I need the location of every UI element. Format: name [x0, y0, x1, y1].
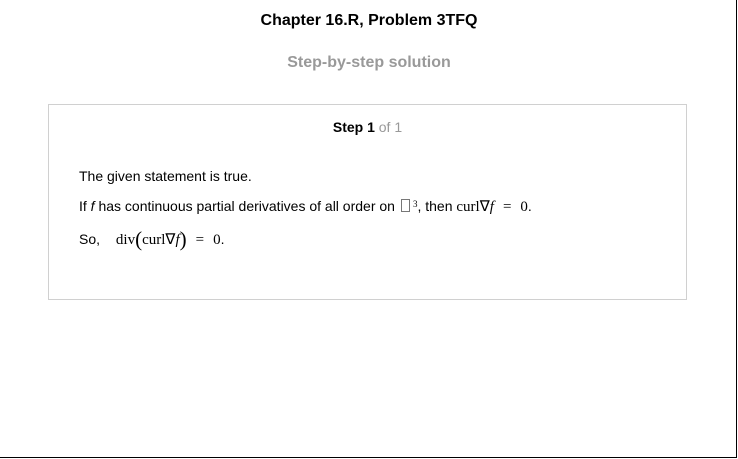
period: .: [527, 198, 532, 214]
solution-box: [48, 104, 687, 300]
then-text: , then: [417, 198, 453, 214]
so-text: So,: [79, 231, 101, 247]
period: .: [220, 231, 225, 247]
exponent: 3: [412, 199, 418, 209]
close-paren: ): [179, 227, 187, 251]
if-text: If: [79, 198, 87, 214]
conclusion-line: [79, 227, 224, 252]
function-f: f: [489, 199, 494, 215]
step-label: Step 1: [332, 119, 375, 135]
equals-sign: =: [502, 199, 512, 215]
statement-line: The given statement is true.: [79, 168, 252, 184]
zero-value: 0: [520, 199, 528, 215]
solution-subtitle: Step-by-step solution: [287, 54, 451, 71]
curl-op: curl: [456, 199, 480, 215]
condition-text: has continuous partial derivatives of all order on: [98, 198, 395, 214]
missing-glyph-icon: [401, 199, 410, 212]
curl-gradient-expression: [456, 199, 528, 215]
condition-line: [79, 197, 532, 216]
step-count: of 1: [378, 119, 403, 135]
nabla-symbol: ∇: [479, 199, 490, 215]
step-header: [49, 119, 686, 135]
div-op: div: [115, 232, 136, 248]
chapter-title: Chapter 16.R, Problem 3TFQ: [260, 12, 478, 29]
div-curl-expression: [115, 227, 221, 251]
zero-value: 0: [213, 232, 221, 248]
nabla-symbol: ∇: [165, 232, 176, 248]
function-f: f: [175, 232, 180, 248]
open-paren: (: [135, 227, 143, 251]
equals-sign: =: [195, 232, 205, 248]
variable-f: f: [90, 198, 95, 214]
curl-op: curl: [142, 232, 166, 248]
